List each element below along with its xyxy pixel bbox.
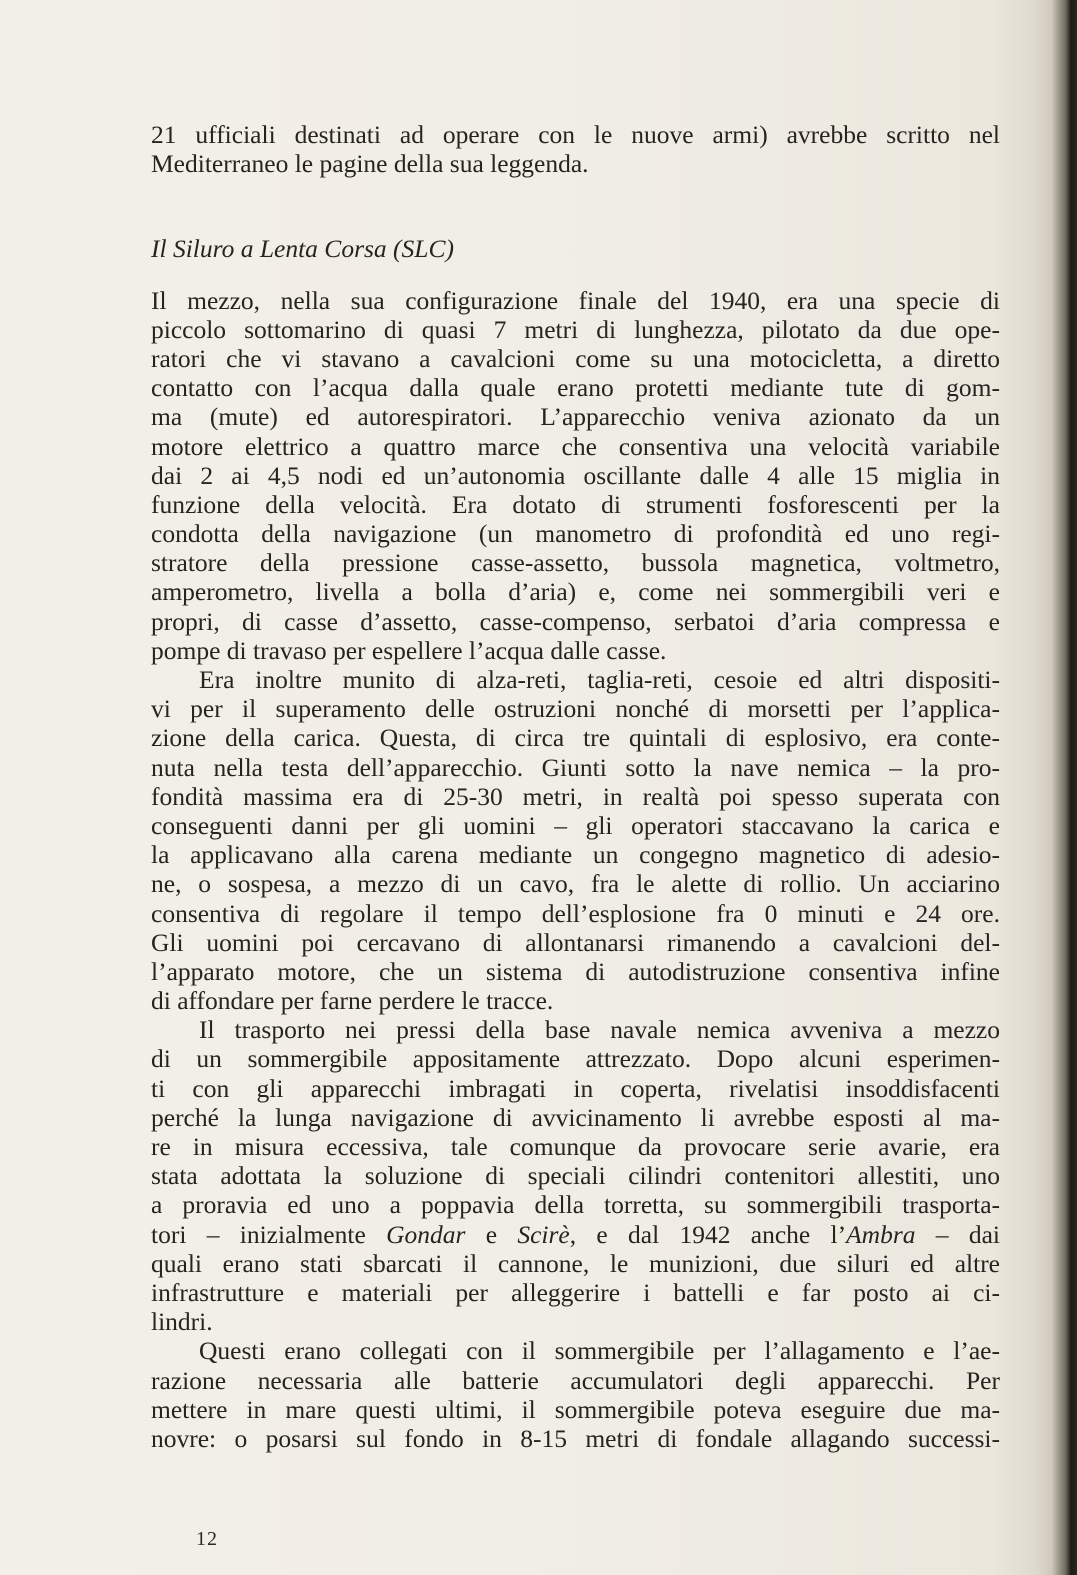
text-line: Questi erano collegati con il sommergibile per l’allagamento e l’ae- — [199, 1336, 1000, 1366]
text-line: dai 2 ai 4,5 nodi ed un’autonomia oscillante dalle 4 alle 15 miglia in — [151, 460, 1000, 490]
paragraph-4 — [151, 1336, 1000, 1453]
submarine-name-gondar: Gondar — [386, 1219, 466, 1249]
text-line: condotta della navigazione (un manometro di profondità ed uno regi- — [151, 519, 1000, 549]
submarine-name-ambra: Ambra — [846, 1219, 916, 1249]
text-line: ti con gli apparecchi imbragati in coperta, rivelatisi insoddisfacenti — [151, 1073, 1000, 1103]
body-text — [151, 120, 1000, 1453]
text-line: pompe di travaso per espellere l’acqua dalle casse. — [151, 635, 667, 665]
text-line: lindri. — [151, 1307, 213, 1337]
text-line: a proravia ed uno a poppavia della torretta, su sommergibili trasporta- — [151, 1190, 1000, 1220]
text-line: contatto con l’acqua dalla quale erano protetti mediante tute di gom- — [151, 373, 1000, 403]
text-line: re in misura eccessiva, tale comunque da provocare serie avarie, era — [151, 1132, 1000, 1161]
text-line: stratore della pressione casse-assetto, bussola magnetica, voltmetro, — [151, 548, 1000, 578]
text-line: amperometro, livella a bolla d’aria) e, come nei sommergibili veri e — [151, 577, 1000, 607]
paragraph-1 — [151, 286, 1000, 665]
text-line: razione necessaria alle batterie accumulatori degli apparecchi. Per — [151, 1365, 1000, 1395]
text-line: nuta nella testa dell’apparecchio. Giunti sotto la nave nemica – la pro- — [151, 752, 1000, 782]
text-line: perché la lunga navigazione di avvicinamento li avrebbe esposti al ma- — [151, 1102, 1000, 1132]
book-spine-shadow — [1035, 0, 1077, 1575]
text-line: di affondare per farne perdere le tracce. — [151, 986, 554, 1016]
text-line: zione della carica. Questa, di circa tre quintali di esplosivo, era conte- — [151, 723, 1000, 753]
text-line: consentiva di regolare il tempo dell’esplosione fra 0 minuti e 24 ore. — [151, 898, 1000, 928]
paragraph-2 — [151, 665, 1000, 1015]
text-line: la applicavano alla carena mediante un congegno magnetico di adesio- — [151, 840, 1000, 870]
text-line: piccolo sottomarino di quasi 7 metri di lunghezza, pilotato da due ope- — [151, 314, 1000, 344]
text-line: fondità massima era di 25-30 metri, in realtà poi spesso superata con — [151, 781, 1000, 811]
text-line: ne, o sospesa, a mezzo di un cavo, fra le alette di rollio. Un acciarino — [151, 869, 1000, 899]
text-line: di un sommergibile appositamente attrezzato. Dopo alcuni esperimen- — [151, 1044, 1000, 1074]
text-line: stata adottata la soluzione di speciali cilindri contenitori allestiti, uno — [151, 1161, 1000, 1191]
text-fragment: – dai — [915, 1219, 1000, 1249]
page-number: 12 — [196, 1528, 218, 1550]
section-heading: Il Siluro a Lenta Corsa (SLC) — [151, 234, 454, 264]
text-line: Gli uomini poi cercavano di allontanarsi rimanendo a cavalcioni del- — [151, 927, 1000, 957]
submarine-name-scire: Scirè — [517, 1219, 570, 1249]
text-fragment: e — [465, 1219, 518, 1249]
text-line: conseguenti danni per gli uomini – gli operatori staccavano la carica e — [151, 810, 1000, 840]
intro-paragraph — [151, 120, 1000, 178]
text-line: propri, di casse d’assetto, casse-compenso, serbatoi d’aria compressa e — [151, 606, 1000, 636]
text-line: 21 ufficiali destinati ad operare con le nuove armi) avrebbe scritto nel — [151, 120, 1000, 149]
paragraph-3 — [151, 1015, 1000, 1336]
text-line: quali erano stati sbarcati il cannone, le munizioni, due siluri ed altre — [151, 1248, 1000, 1278]
text-fragment: tori – inizialmente — [151, 1219, 387, 1249]
text-line: vi per il superamento delle ostruzioni nonché di morsetti per l’applica- — [151, 694, 1000, 724]
text-line: ratori che vi stavano a cavalcioni come su una motocicletta, a diretto — [151, 343, 1000, 373]
text-line: infrastrutture e materiali per alleggerire i battelli e far posto ai ci- — [151, 1277, 1000, 1307]
text-line: funzione della velocità. Era dotato di strumenti fosforescenti per la — [151, 489, 1000, 519]
text-line: Mediterraneo le pagine della sua leggenda. — [151, 149, 589, 179]
text-line: l’apparato motore, che un sistema di autodistruzione consentiva infine — [151, 956, 1000, 986]
text-line: mettere in mare questi ultimi, il sommergibile poteva eseguire due ma- — [151, 1394, 1000, 1424]
text-fragment: , e dal 1942 anche l’ — [569, 1219, 847, 1249]
text-line: Il mezzo, nella sua configurazione finale del 1940, era una specie di — [151, 285, 1000, 315]
text-line: Il trasporto nei pressi della base navale nemica avveniva a mezzo — [199, 1015, 1000, 1045]
text-line: motore elettrico a quattro marce che consentiva una velocità variabile — [151, 431, 1000, 461]
text-line: Era inoltre munito di alza-reti, taglia-reti, cesoie ed altri dispositi- — [199, 665, 1000, 694]
text-line-mixed — [151, 1220, 1000, 1249]
text-line: novre: o posarsi sul fondo in 8-15 metri di fondale allagando successi- — [151, 1423, 1000, 1453]
text-line: ma (mute) ed autorespiratori. L’apparecchio veniva azionato da un — [151, 402, 1000, 432]
